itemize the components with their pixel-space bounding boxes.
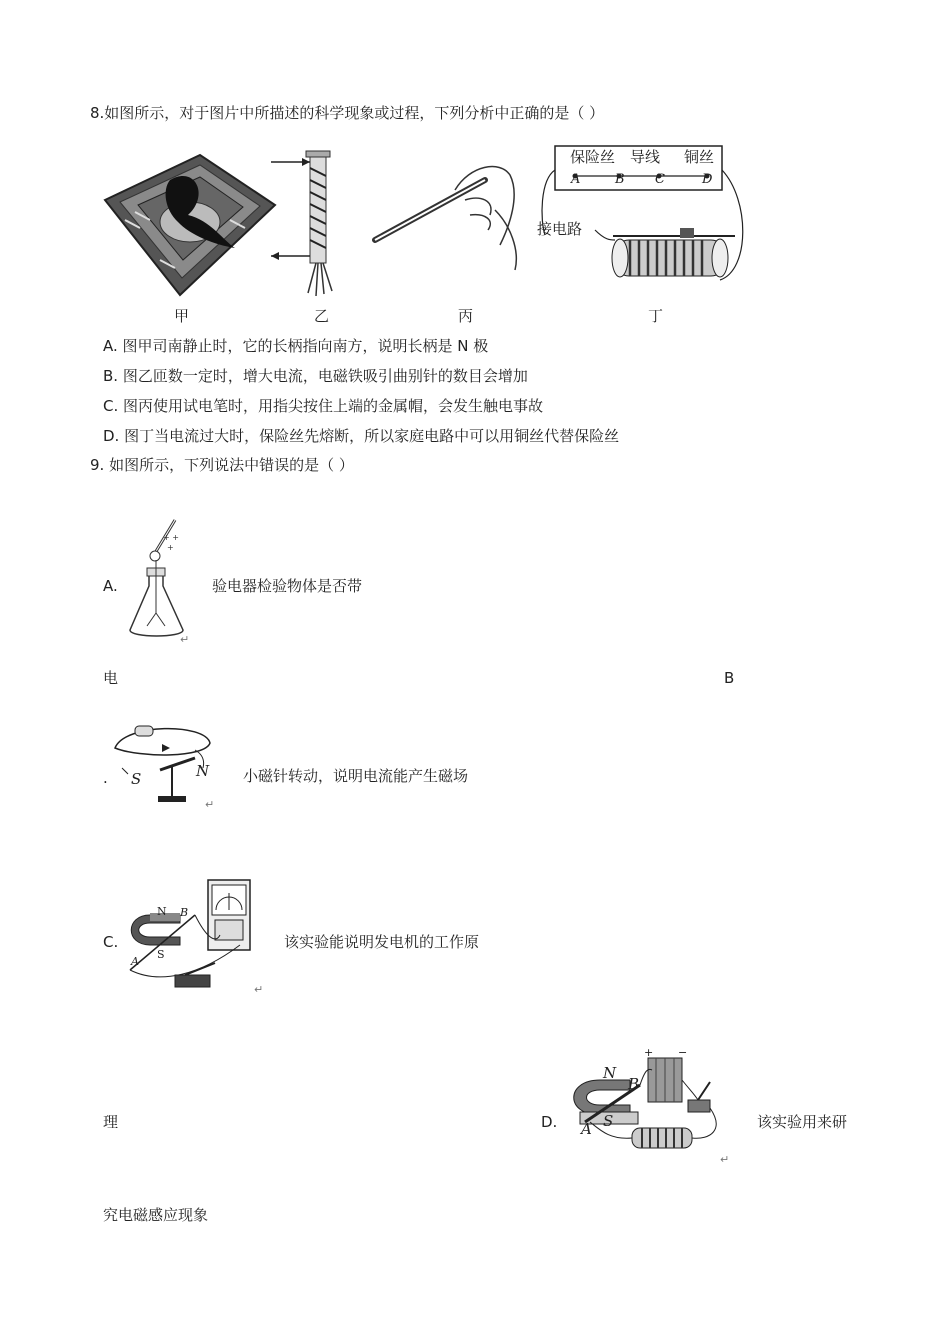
motor-experiment-image bbox=[560, 1046, 730, 1165]
q9-option-a-text-cont[interactable]: 电 bbox=[103, 669, 119, 687]
q9-option-c-letter[interactable]: C. bbox=[103, 933, 119, 951]
point-a: A bbox=[571, 172, 581, 187]
question-9-stem: 9. 如图所示，下列说法中错误的是（ ） bbox=[90, 456, 354, 474]
oersted-n-label: N bbox=[196, 762, 210, 780]
label-connect-circuit: 接电路 bbox=[537, 220, 583, 238]
figure-bing-test-pen bbox=[370, 155, 530, 275]
q9-option-b-letter[interactable]: B bbox=[724, 669, 735, 687]
generator-a-label: A bbox=[131, 955, 139, 968]
q9-option-d-text[interactable]: 该实验用来研 bbox=[757, 1113, 848, 1131]
caption-bing: 丙 bbox=[458, 307, 474, 325]
label-fuse: 保险丝 bbox=[570, 148, 616, 166]
oersted-s-label: S bbox=[131, 770, 142, 788]
motor-a-label: A bbox=[581, 1120, 592, 1138]
label-wire: 导线 bbox=[630, 148, 661, 166]
motor-s-label: S bbox=[603, 1112, 614, 1130]
q9-option-c-text-cont[interactable]: 理 bbox=[103, 1113, 119, 1131]
point-c: C bbox=[655, 172, 665, 187]
return-mark-d: ↵ bbox=[720, 1153, 730, 1166]
figure-yi-electromagnet bbox=[266, 148, 356, 298]
svg-text:+ +: + + bbox=[163, 533, 179, 542]
svg-text:+: + bbox=[167, 543, 174, 552]
return-mark-b: ↵ bbox=[205, 798, 215, 811]
generator-experiment-image bbox=[120, 875, 260, 995]
generator-s-label: S bbox=[157, 948, 165, 961]
caption-yi: 乙 bbox=[314, 307, 330, 325]
caption-ding: 丁 bbox=[648, 307, 664, 325]
question-8-stem: 8.如图所示，对于图片中所描述的科学现象或过程，下列分析中正确的是（ ） bbox=[90, 104, 605, 122]
return-mark-a: ↵ bbox=[180, 633, 190, 646]
electroscope-image bbox=[125, 518, 190, 643]
q9-option-d-letter[interactable]: D. bbox=[541, 1113, 558, 1131]
label-copper: 铜丝 bbox=[684, 148, 715, 166]
motor-n-label: N bbox=[603, 1064, 617, 1082]
return-mark-c: ↵ bbox=[254, 983, 264, 996]
svg-text:−: − bbox=[678, 1046, 688, 1059]
svg-text:+: + bbox=[644, 1046, 654, 1059]
generator-b-label: B bbox=[180, 906, 189, 919]
q9-option-a-text[interactable]: 验电器检验物体是否带 bbox=[212, 577, 363, 595]
q8-option-d[interactable]: D. 图丁当电流过大时，保险丝先熔断，所以家庭电路中可以用铜丝代替保险丝 bbox=[103, 427, 620, 445]
point-b: B bbox=[615, 172, 625, 187]
q9-option-c-text[interactable]: 该实验能说明发电机的工作原 bbox=[284, 933, 480, 951]
q9-option-b-dot: . bbox=[103, 769, 108, 787]
q9-option-a-letter[interactable]: A. bbox=[103, 577, 118, 595]
q8-option-a[interactable]: A. 图甲司南静止时，它的长柄指向南方，说明长柄是 N 极 bbox=[103, 337, 489, 355]
point-d: D bbox=[702, 172, 713, 187]
motor-b-label: B bbox=[628, 1075, 640, 1093]
q8-option-c[interactable]: C. 图丙使用试电笔时，用指尖按住上端的金属帽，会发生触电事故 bbox=[103, 397, 544, 415]
figure-jia-compass bbox=[100, 150, 280, 300]
q9-option-b-text[interactable]: 小磁针转动，说明电流能产生磁场 bbox=[243, 767, 469, 785]
q9-option-d-text-cont[interactable]: 究电磁感应现象 bbox=[103, 1206, 209, 1224]
q8-option-b[interactable]: B. 图乙匝数一定时，增大电流，电磁铁吸引曲别针的数目会增加 bbox=[103, 367, 528, 385]
generator-n-label: N bbox=[157, 905, 167, 918]
caption-jia: 甲 bbox=[174, 307, 190, 325]
